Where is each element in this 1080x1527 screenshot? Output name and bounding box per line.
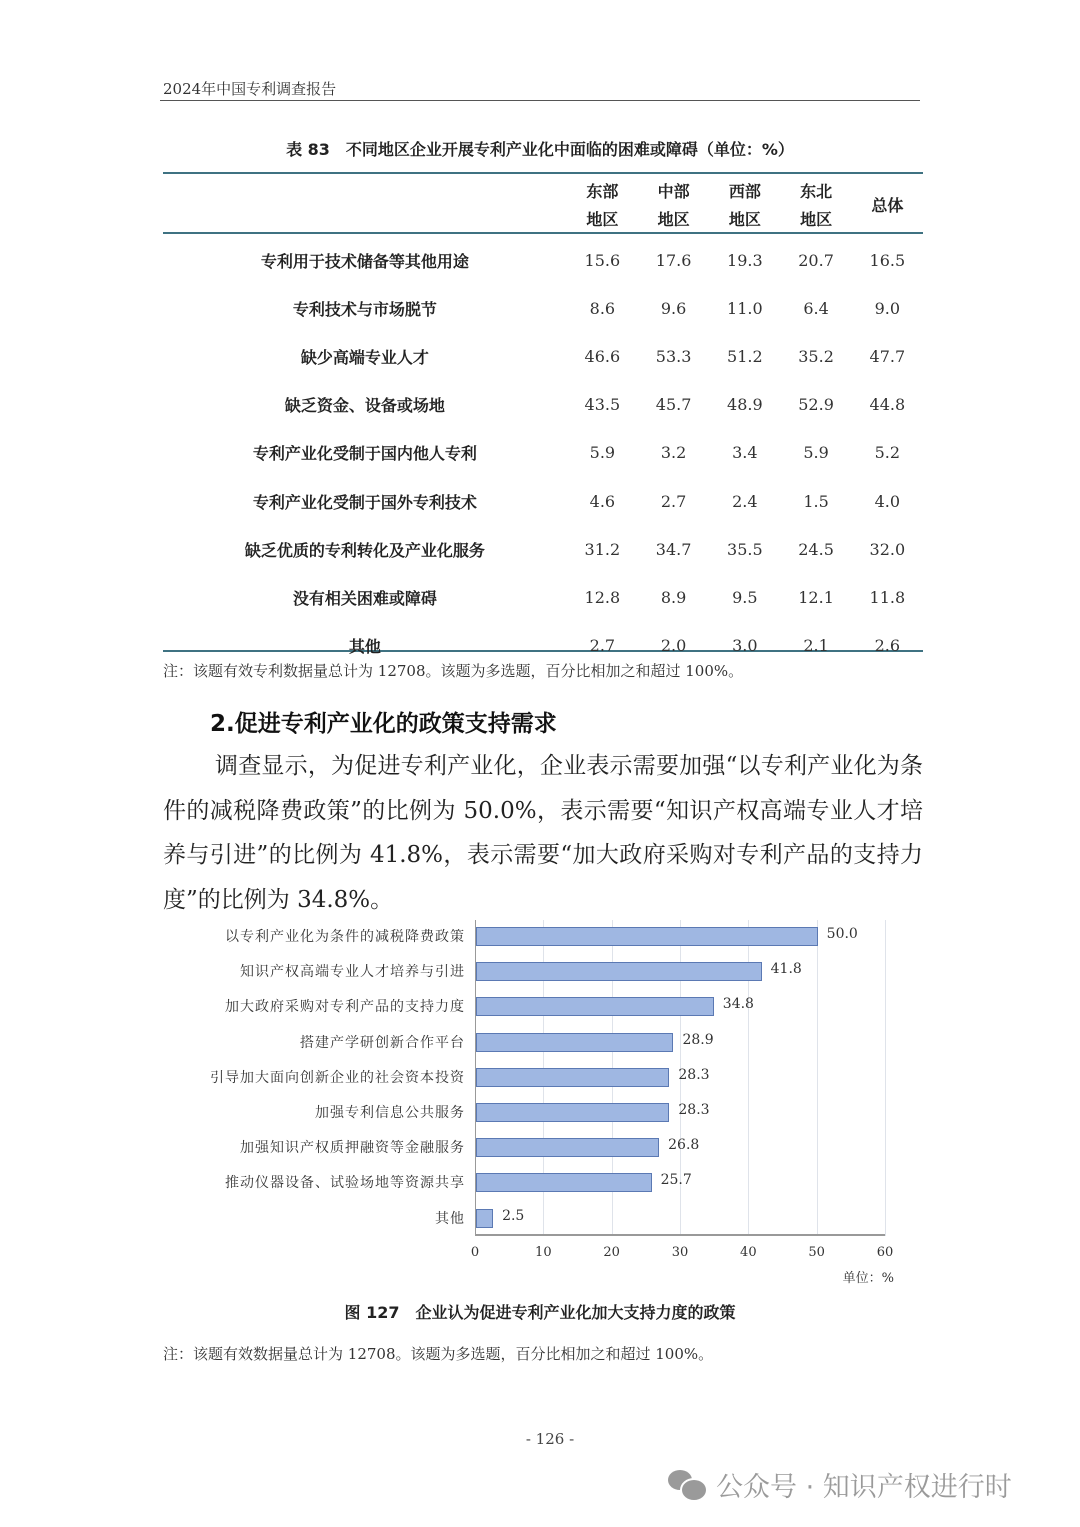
bar-category-label: 引导加大面向创新企业的社会资本投资: [210, 1069, 465, 1086]
row-label: 其他: [348, 637, 381, 657]
bar-category-label: 加大政府采购对专利产品的支持力度: [225, 999, 465, 1016]
col-central: 中部 地区: [657, 182, 690, 229]
bar-category-label: 搭建产学研创新合作平台: [300, 1034, 465, 1051]
cell-value: 51.2: [727, 346, 763, 366]
x-tick-label: 20: [603, 1245, 620, 1260]
cell-value: 48.9: [727, 395, 763, 415]
table-row: [163, 429, 923, 477]
x-tick-label: 30: [671, 1245, 689, 1260]
gridline: [885, 920, 886, 1236]
row-label: 没有相关困难或障碍: [292, 588, 437, 608]
table-row: [163, 477, 923, 525]
cell-value: 4.6: [589, 491, 616, 511]
row-label: 专利用于技术储备等其他用途: [260, 251, 469, 271]
bar-value-label: 26.8: [668, 1137, 700, 1154]
row-label: 专利产业化受制于国内他人专利: [252, 444, 477, 464]
cell-value: 2.4: [732, 491, 758, 511]
cell-value: 2.1: [803, 636, 829, 656]
cell-value: 12.1: [798, 587, 834, 607]
section-paragraph: 调查显示，为促进专利产业化，企业表示需要加强“以专利产业化为条件的减税降费政策”的比例为 50.0%，表示需要“知识产权高端专业人才培养与引进”的比例为 41.8%，表示需要“加大政府采购对专利产品的支持力度”的比例为 34.8%。: [163, 753, 923, 913]
cell-value: 47.7: [869, 346, 906, 366]
x-tick-label: 60: [876, 1245, 894, 1260]
table-row: [163, 332, 923, 380]
cell-value: 11.8: [869, 587, 906, 607]
bar-row: [225, 990, 885, 1025]
bar: [476, 1033, 673, 1052]
cell-value: 24.5: [798, 539, 834, 559]
watermark-text: 公众号 · 知识产权进行时: [716, 1472, 1012, 1503]
bar-category-label: 其他: [435, 1210, 465, 1227]
cell-value: 4.0: [874, 491, 901, 511]
bar: [476, 1173, 652, 1192]
col-northeast: 东北 地区: [800, 182, 833, 229]
policy-bar-chart: [170, 915, 900, 1285]
cell-value: 11.0: [727, 298, 763, 318]
figure-caption: 图 127 企业认为促进专利产业化加大支持力度的政策: [344, 1303, 736, 1322]
wechat-icon: [668, 1468, 708, 1502]
table-row: [163, 236, 923, 284]
col-east: 东部 地区: [586, 182, 619, 229]
cell-value: 8.9: [660, 587, 687, 607]
watermark: [668, 1465, 1012, 1504]
table-header-row: [163, 176, 923, 236]
cell-value: 1.5: [803, 491, 829, 511]
cell-value: 35.2: [798, 346, 834, 366]
cell-value: 12.8: [584, 587, 621, 607]
cell-value: 5.9: [803, 443, 829, 463]
bar-row: [300, 1026, 885, 1061]
cell-value: 16.5: [869, 250, 906, 270]
bar-row: [435, 1202, 885, 1237]
bar: [476, 962, 762, 981]
bar: [476, 1068, 669, 1087]
cell-value: 5.2: [874, 443, 901, 463]
bar-row: [240, 955, 885, 990]
bar-value-label: 34.8: [722, 996, 754, 1013]
bar-row: [225, 920, 885, 955]
cell-value: 2.7: [589, 636, 616, 656]
running-header: 2024年中国专利调查报告: [163, 80, 337, 98]
table-row: [163, 525, 923, 573]
bar-value-label: 28.3: [678, 1066, 710, 1083]
bar: [476, 997, 714, 1016]
bar-row: [225, 1166, 885, 1201]
x-tick-label: 40: [740, 1245, 757, 1260]
cell-value: 31.2: [584, 539, 621, 559]
page-number: - 126 -: [525, 1430, 575, 1448]
bar-category-label: 加强知识产权质押融资等金融服务: [240, 1140, 465, 1157]
cell-value: 19.3: [727, 250, 763, 270]
figure-note: 注：该题有效数据量总计为 12708。该题为多选题，百分比相加之和超过 100%。: [163, 1345, 714, 1363]
cell-value: 46.6: [584, 346, 621, 366]
cell-value: 3.4: [732, 443, 758, 463]
cell-value: 44.8: [869, 395, 906, 415]
cell-value: 2.0: [660, 636, 687, 656]
cell-value: 9.5: [732, 587, 758, 607]
cell-value: 2.7: [660, 491, 687, 511]
bar-category-label: 加强专利信息公共服务: [315, 1105, 465, 1121]
bar-row: [315, 1096, 885, 1131]
bar-category-label: 知识产权高端专业人才培养与引进: [240, 964, 465, 981]
plot-area: [210, 920, 885, 1236]
x-tick-label: 50: [808, 1245, 825, 1260]
table-caption: 表 83 不同地区企业开展专利产业化中面临的困难或障碍（单位：%）: [286, 140, 794, 159]
bar: [476, 1138, 659, 1157]
cell-value: 53.3: [655, 346, 692, 366]
cell-value: 45.7: [655, 395, 692, 415]
cell-value: 3.0: [732, 636, 758, 656]
bar-value-label: 28.3: [678, 1102, 710, 1118]
cell-value: 32.0: [869, 539, 906, 559]
cell-value: 5.9: [589, 443, 616, 463]
x-tick-label: 0: [470, 1245, 480, 1260]
cell-value: 34.7: [655, 539, 692, 559]
cell-value: 52.9: [798, 395, 834, 415]
row-label: 缺少高端专业人才: [300, 347, 429, 367]
table-top-rule: [163, 172, 923, 174]
cell-value: 3.2: [660, 443, 687, 463]
bar-value-label: 28.9: [682, 1031, 714, 1048]
section-title: 2.促进专利产业化的政策支持需求: [210, 711, 557, 737]
bar-value-label: 50.0: [826, 926, 858, 942]
table-row: [163, 381, 923, 429]
header-rule: [160, 100, 920, 101]
cell-value: 9.0: [874, 298, 901, 318]
cell-value: 35.5: [727, 539, 763, 559]
table-row: [163, 573, 923, 621]
bar: [476, 1103, 669, 1122]
bar-row: [210, 1061, 885, 1096]
row-label: 专利技术与市场脱节: [292, 299, 437, 319]
cell-value: 8.6: [589, 298, 616, 318]
col-total: 总体: [871, 196, 904, 215]
cell-value: 43.5: [584, 395, 621, 415]
bar: [476, 927, 818, 946]
cell-value: 17.6: [655, 250, 692, 270]
header-blank: [163, 176, 567, 236]
col-west: 西部 地区: [728, 182, 761, 229]
cell-value: 2.6: [874, 636, 901, 656]
bar: [476, 1209, 493, 1228]
cell-value: 20.7: [798, 250, 834, 270]
bar-value-label: 25.7: [660, 1172, 692, 1189]
table-row: [163, 284, 923, 332]
cell-value: 15.6: [584, 250, 621, 270]
cell-value: 6.4: [803, 298, 829, 318]
difficulties-table: [163, 176, 923, 670]
row-label: 缺乏资金、设备或场地: [284, 396, 445, 416]
table-note: 注：该题有效专利数据量总计为 12708。该题为多选题，百分比相加之和超过 100%。: [163, 662, 744, 680]
bar-row: [240, 1131, 885, 1166]
bar-category-label: 推动仪器设备、试验场地等资源共享: [225, 1175, 465, 1192]
x-tick-label: 10: [535, 1245, 552, 1260]
row-label: 缺乏优质的专利转化及产业化服务: [244, 540, 485, 560]
bar-value-label: 41.8: [770, 961, 802, 978]
row-label: 专利产业化受制于国外专利技术: [252, 492, 477, 512]
bar-value-label: 2.5: [502, 1207, 525, 1224]
cell-value: 9.6: [660, 298, 687, 318]
bar-category-label: 以专利产业化为条件的减税降费政策: [225, 929, 465, 945]
unit-label: 单位：%: [842, 1271, 894, 1286]
